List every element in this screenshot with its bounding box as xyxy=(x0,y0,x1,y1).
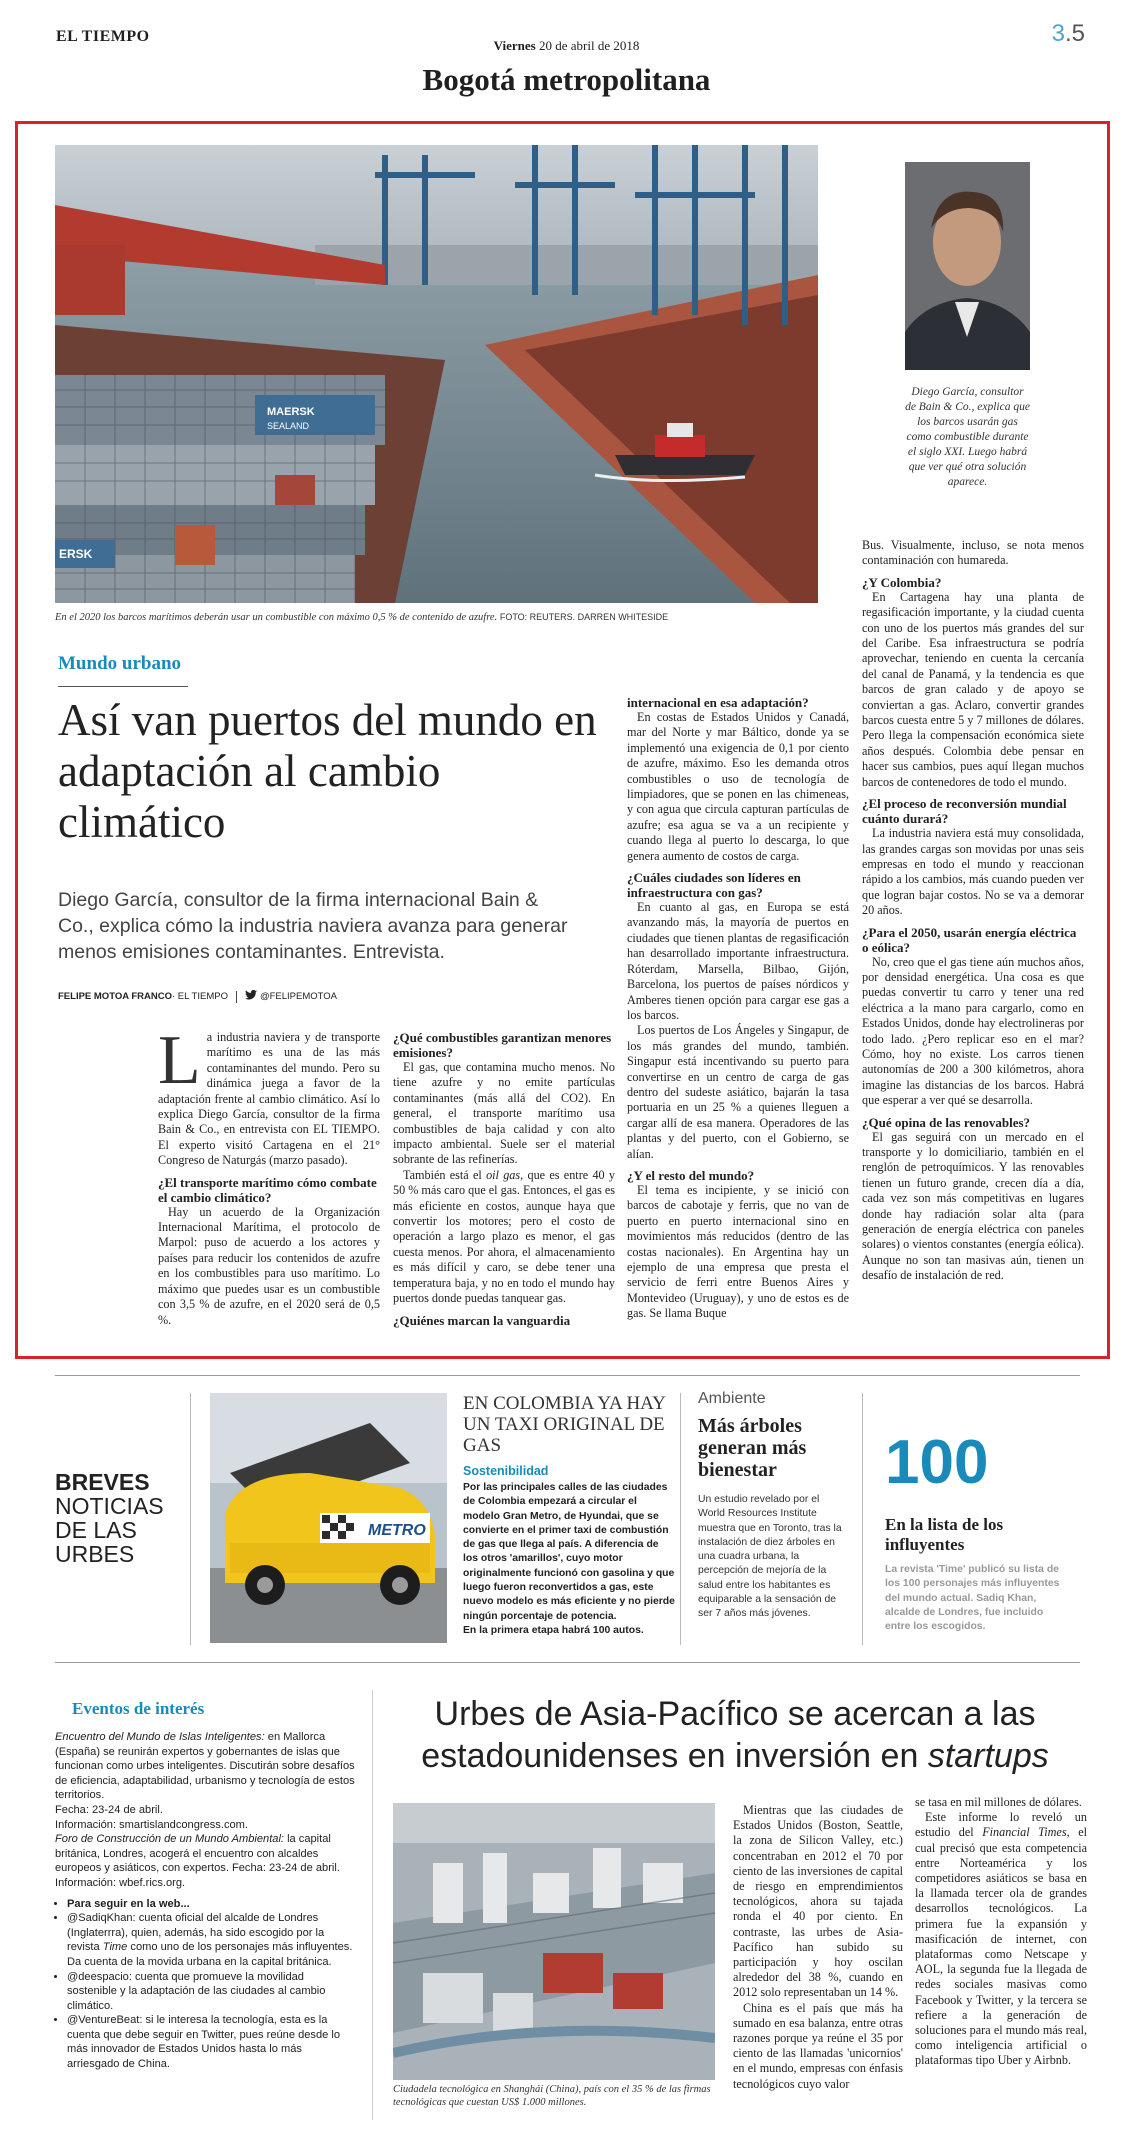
breves-title-bold: BREVES xyxy=(55,1469,150,1495)
bottom-rule xyxy=(55,1662,1080,1663)
taxi-body xyxy=(463,1481,675,1638)
follow-1-post: como uno de los personajes más influyentes. Da cuenta de la movida urbana en la capital británica. xyxy=(67,1941,353,1968)
answer-2b-pre: También está el xyxy=(403,1167,487,1182)
container-side-text: ERSK xyxy=(59,547,93,561)
article-kicker: Mundo urbano xyxy=(58,653,182,674)
answer-4b: Los puertos de Los Ángeles y Singapur, de los más grandes del mundo, también. Singapur está incentivando su puerto para convertirse en un centro de carga de gas dentro del sudeste asiático, bajarán la tasa portuaria en un 25 % a quienes lleguen a cargar allí de esa manera. Operadores de las plantas y del puerto, con el Gobierno, se alían. xyxy=(627,1023,849,1161)
environment-body: Un estudio revelado por el World Resources Institute muestra que en Toronto, tras la instalación de diez árboles en una cuadra urbana, la percepción de mejoría de la salud entre los habitantes es equiparable a la sensación de ser 7 años más jóvenes. xyxy=(698,1494,842,1620)
twitter-icon xyxy=(245,990,257,1003)
asia-column-1 xyxy=(733,1803,903,2092)
taxi-kicker: Sostenibilidad xyxy=(463,1464,549,1478)
asia-paragraph-4 xyxy=(915,1810,1087,2068)
date: 20 de abril de 2018 xyxy=(539,38,640,53)
asia-paragraph-4-pre: Este informe lo reveló un estudio del xyxy=(915,1810,1087,1840)
shanghai-photo-icon xyxy=(393,1803,715,2080)
event-1-title: Encuentro del Mundo de Islas Inteligentes: xyxy=(55,1731,265,1743)
breves-divider xyxy=(190,1393,191,1645)
breves-title-light: NOTICIAS DE LAS URBES xyxy=(55,1493,164,1567)
answer-5-end: Bus. Visualmente, incluso, se nota menos contaminación con humareda. xyxy=(862,538,1084,568)
article-deck: Diego García, consultor de la firma internacional Bain & Co., explica cómo la industria naviera avanza para generar menos emisiones contaminantes. Entrevista. xyxy=(58,889,568,963)
answer-2b xyxy=(393,1168,615,1307)
follow-title-text: Para seguir en la web... xyxy=(67,1897,190,1910)
taxi-sign: METRO xyxy=(368,1522,426,1539)
follow-item xyxy=(67,1911,355,1969)
asia-headline-em: startups xyxy=(927,1737,1049,1775)
taxi-photo-icon xyxy=(210,1393,447,1643)
answer-9: El gas seguirá con un mercado en el transporte y lo domiciliario, también en el renglón de petroquímicos. Y las renovables tienen un futuro grande, crecen día a día, cada vez son más competitivas en lugares donde hay radiación solar alta (para generación de energía eléctrica con paneles solares) o vientos constantes (energía eólica). Aunque no son tan masivas aún, tienen un desafío de instalación de red. xyxy=(862,1129,1084,1283)
photo-credit: FOTO: REUTERS. DARREN WHITESIDE xyxy=(499,612,669,622)
question-9: ¿Qué opina de las renovables? xyxy=(862,1114,1031,1130)
port-photo-icon xyxy=(55,145,818,603)
environment-headline: Más árboles generan más bienestar xyxy=(698,1415,807,1481)
article-headline: Así van puertos del mundo en adaptación al cambio climático xyxy=(58,695,597,847)
follow-1-em: Time xyxy=(102,1941,128,1954)
environment-kicker: Ambiente xyxy=(698,1390,766,1407)
breves-divider xyxy=(680,1393,681,1645)
answer-2: El gas, que contamina mucho menos. No tiene azufre y no emite partículas contaminantes (más allá del CO2). En general, el transporte marítimo usa combustibles de baja calidad y con alto impacto ambiental. Suele ser el material sobrante de las refinerías. xyxy=(393,1060,615,1167)
breves-rule xyxy=(55,1375,1080,1376)
question-3-end: internacional en esa adaptación? xyxy=(627,695,809,710)
container-brand-2: SEALAND xyxy=(267,421,310,431)
question-6: ¿Y Colombia? xyxy=(862,574,942,590)
taxi-photo xyxy=(210,1393,447,1643)
byline-author: FELIPE MOTOA FRANCO xyxy=(58,991,172,1003)
article-column-1 xyxy=(158,1022,380,1328)
lead-text: a industria naviera y de transporte marítimo es una de las más contaminantes del mundo. Pero su dinámica juega a favor de la adaptación frente al cambio climático. Así lo explica Diego García, consultor de la firma Bain & Co., en entrevista con EL TIEMPO. El experto visitó Cartagena en el 21° Congreso de Naturgás (marzo pasado). xyxy=(158,1030,380,1168)
article-column-4 xyxy=(862,538,1084,1284)
event-2 xyxy=(55,1832,355,1890)
shanghai-photo xyxy=(393,1803,715,2080)
asia-headline-text: Urbes de Asia-Pacífico se acercan a las estadounidenses en inversión en xyxy=(421,1695,1036,1775)
answer-4: En cuanto al gas, en Europa se está avanzando más, la mayoría de puertos en ciudades que tienen plantas de regasificación han desarrollado importante infraestructura. Róterdam, Marsella, Bilbao, Gijón, Barcelona, los puertos de países nórdicos y Amberes tienen opción para cargar ese gas a los barcos. xyxy=(627,900,849,1022)
portrait-photo xyxy=(905,162,1030,370)
follow-title xyxy=(67,1897,355,1912)
byline xyxy=(58,990,337,1003)
answer-3: En costas de Estados Unidos y Canadá, mar del Norte y mar Báltico, donde ya se implementó una exigencia de 0,1 por ciento de azufre, máximo. Eso les demanda otros combustibles o uso de tecnología de limpiadores, que se ponen en las chimeneas, y con agua que circula capturan partículas de azufre; esa agua se va a un recipiente y cuando llega al puerto lo descarga, lo que genera aumento de costos de carga. xyxy=(627,710,849,863)
answer-1: Hay un acuerdo de la Organización Internacional Marítima, el protocolo de Marpol: puso de acuerdo a los actores y países para reducir los contenidos de azufre en los combustibles para uso marítimo. Lo máximo que puedes usar es un combustible con 3,5 % de azufre, en el 2020 será de 0,5 %. xyxy=(158,1204,380,1327)
asia-paragraph-3: se tasa en mil millones de dólares. xyxy=(915,1795,1082,1809)
taxi-body-text-2: En la primera etapa habrá 100 autos. xyxy=(463,1624,644,1636)
kicker-rule xyxy=(58,686,188,687)
asia-headline xyxy=(385,1693,1085,1777)
asia-paragraph-1: Mientras que las ciudades de Estados Unidos (Boston, Seattle, la zona de Silicon Valley, etc.) concentraban en 2012 el 70 por ciento de las inversiones de capital de riesgo en emprendimientos tecnológicos, ahora su tajada ronda el 40 por ciento. En contraste, las urbes de Asia-Pacífico han subido su participación y hoy oscilan alrededor del 38 %, cuando en 2012 solo representaban un 14 %. xyxy=(733,1803,903,2000)
answer-2b-post: , que es entre 40 y 50 % más caro que el gas. Entonces, el gas es más eficiente en costos, aunque haya que convertir los motores; pero el costo de operación a largo plazo es menor, el gas cuesta menos. Por ahora, el almacenamiento es más difícil y caro, se debe tener una temperatura baja, y no en todo el mundo hay puertos donde puedas tanquear gas. xyxy=(393,1167,616,1306)
port-photo xyxy=(55,145,818,603)
event-2-body: la capital británica, Londres, acogerá el encuentro con alcaldes europeos y asiáticos, con expertos. Fecha: 23-24 de abril. Información: wbef.rics.org. xyxy=(55,1833,340,1889)
byline-handle: @FELIPEMOTOA xyxy=(259,991,338,1003)
asia-paragraph-4-post: , el cual precisó que esta competencia entre Norteamérica y los competidores asiáticos se basa en la llamada tercer ola de grandes desarrollos tecnológicos. La primera fue la expansión y masificación de internet, con plataformas como Netscape y AOL, la segunda fue la llegada de redes sociales masivas como Facebook y Twitter, y la tercera se refiere a la generación de soluciones para el mundo más real, como inteligencia artificial o plataformas tipo Uber y Airbnb. xyxy=(915,1825,1087,2068)
big-number: 100 xyxy=(885,1428,989,1497)
portrait-photo-icon xyxy=(905,162,1030,370)
follow-1-pre: @SadiqKhan: cuenta oficial del alcalde de Londres (Inglaterrra), quien, además, ha sido escogido por la revista xyxy=(67,1912,325,1954)
breves-divider xyxy=(862,1393,863,1645)
section-title: Bogotá metropolitana xyxy=(422,62,711,97)
event-1-body: en Mallorca (España) se reunirán expertos y gobernantes de islas que funcionan como urbes inteligentes. Discutirán sobre desafíos de eficiencia, adaptabilidad, urbanismo y tecnología de estos territorios. xyxy=(55,1731,355,1802)
asia-column-2 xyxy=(915,1795,1087,2069)
question-8: ¿Para el 2050, usarán energía eléctrica o eólica? xyxy=(862,924,1077,955)
breves-title xyxy=(55,1470,175,1566)
byline-paper: · EL TIEMPO xyxy=(172,991,228,1003)
weekday: Viernes xyxy=(493,38,536,53)
follow-item: • @deespacio: cuenta que promueve la movilidad sostenible y la adaptación de las ciudades al cambio climático. xyxy=(67,1970,355,2014)
question-7: ¿El proceso de reconversión mundial cuánto durará? xyxy=(862,796,1067,827)
page-number-value: 5 xyxy=(1071,20,1085,47)
article-column-3 xyxy=(627,695,849,1322)
dateline xyxy=(0,38,1133,54)
follow-item: • @VentureBeat: si le interesa la tecnología, esta es la cuenta que debe seguir en Twitter, pues reúne desde lo más innovador de Estados Unidos hasta lo más arriesgado de China. xyxy=(67,2013,355,2071)
answer-2b-em: oil gas xyxy=(486,1167,521,1182)
event-1-date: Fecha: 23-24 de abril. xyxy=(55,1803,163,1816)
answer-6: En Cartagena hay una planta de regasificación importante, y la ciudad cuenta con uno de los puertos más grandes del sur del Caribe. Esa infraestructura se podría aprovechar, teniendo en cuenta la cercanía del canal de Panamá, y la tendencia es que barcos de gran calado y de apoyo se conviertan a gas. Aclaro, convertir grandes barcos cuesta entre 5 y 7 millones de dólares. Pero llega la compensación económica siete años después. Colombia debe pensar en hacer sus cambios, pues aquí llegan muchos barcos de contenedores de todo el mundo. xyxy=(862,589,1084,789)
influencers-headline: En la lista de los influyentes xyxy=(885,1515,1004,1554)
portrait-caption: Diego García, consultor de Bain & Co., explica que los barcos usarán gas como combustible durante el siglo XXI. Luego habrá que ver qué otra solución aparece. xyxy=(905,386,1030,488)
page-number: 3.5 xyxy=(1051,20,1085,47)
events-title: Eventos de interés xyxy=(72,1699,205,1718)
event-1 xyxy=(55,1730,355,1803)
question-2: ¿Qué combustibles garantizan menores emisiones? xyxy=(393,1030,612,1060)
hero-caption-text: En el 2020 los barcos marítimos deberán usar un combustible con máximo 0,5 % de contenido de azufre. xyxy=(55,612,498,623)
answer-5: El tema es incipiente, y se inició con barcos de cabotaje y ferris, que no van de puerto en puerto internacional sino en movimientos más reducidos (dentro de las costas nacionales). En Argentina hay un ejemplo de una empresa que presta el servicio de ferri entre Buenos Aires y Montevideo (Uruguay), y uno de estos es de gas. Se llama Buque xyxy=(627,1182,849,1321)
dropcap: L xyxy=(158,1022,201,1099)
events-list xyxy=(55,1730,355,2072)
answer-7: La industria naviera está muy consolidada, las grandes cargas son movidas por unas seis empresas en todo el mundo y reaccionan rápido a los cambios, más cuando pueden ver que logran bajar costos. No se va a demorar 20 años. xyxy=(862,826,1084,918)
question-4: ¿Cuáles ciudades son líderes en infraestructura con gas? xyxy=(627,870,801,901)
question-3-start: ¿Quiénes marcan la vanguardia xyxy=(393,1312,571,1328)
taxi-body-text: Por las principales calles de las ciudades de Colombia empezará a circular el modelo Gran Metro, de Hyundai, que se convierte en el primer taxi de combustión de gas que llega al país. A diferencia de los otros 'amarillos', cuyo motor originalmente funcionó con gasolina y que luego fueron reconvertidos a gas, este nuevo modelo es más eficiente y no pierde ningún porcentaje de potencia. xyxy=(463,1482,675,1622)
container-brand: MAERSK xyxy=(267,406,315,418)
follow-list xyxy=(55,1897,355,2072)
hero-caption xyxy=(55,612,818,623)
question-1: ¿El transporte marítimo cómo combate el cambio climático? xyxy=(158,1174,377,1205)
event-2-title: Foro de Construcción de un Mundo Ambiental: xyxy=(55,1833,284,1846)
asia-paragraph-2: China es el país que más ha sumado en esa balanza, entre otras razones porque ya reúne el 35 por ciento de las llamadas 'unicornios' en el mundo, empresas con énfasis tecnológicos cuyo valor xyxy=(733,2000,903,2091)
article-column-2 xyxy=(393,1030,615,1328)
asia-paragraph-4-em: Financial Times xyxy=(982,1825,1067,1840)
masthead: EL TIEMPO xyxy=(56,28,150,45)
taxi-headline: EN COLOMBIA YA HAY UN TAXI ORIGINAL DE GAS xyxy=(463,1393,666,1456)
event-1-info: Información: smartislandcongress.com. xyxy=(55,1818,248,1831)
page-section: 3 xyxy=(1051,20,1065,47)
events-divider xyxy=(372,1690,373,2120)
article-lead xyxy=(158,1022,380,1169)
question-5: ¿Y el resto del mundo? xyxy=(627,1167,755,1183)
answer-8: No, creo que el gas tiene aún muchos años, por densidad energética. Una cosa es que puedas convertir tu carro y tener una red eléctrica a la mano para cargarlo, como en Estados Unidos, donde hay electrolineras por todo lado. ¿Pero replicar eso en el mar? Cómo, hoy no existe. Los carros tienen autonomías de 200 a 300 kilómetros, ahora imagine las distancias de los barcos. Habrá que esperar a ver qué se desarrolla. xyxy=(862,954,1084,1108)
asia-caption: Ciudadela tecnológica en Shanghái (China), país con el 35 % de las firmas tecnológicas que cuestan US$ 1.000 millones. xyxy=(393,2084,711,2108)
influencers-body: La revista 'Time' publicó su lista de los 100 personajes más influyentes del mundo actual. Sadiq Khan, alcalde de Londres, fue incluido entre los escogidos. xyxy=(885,1564,1060,1633)
